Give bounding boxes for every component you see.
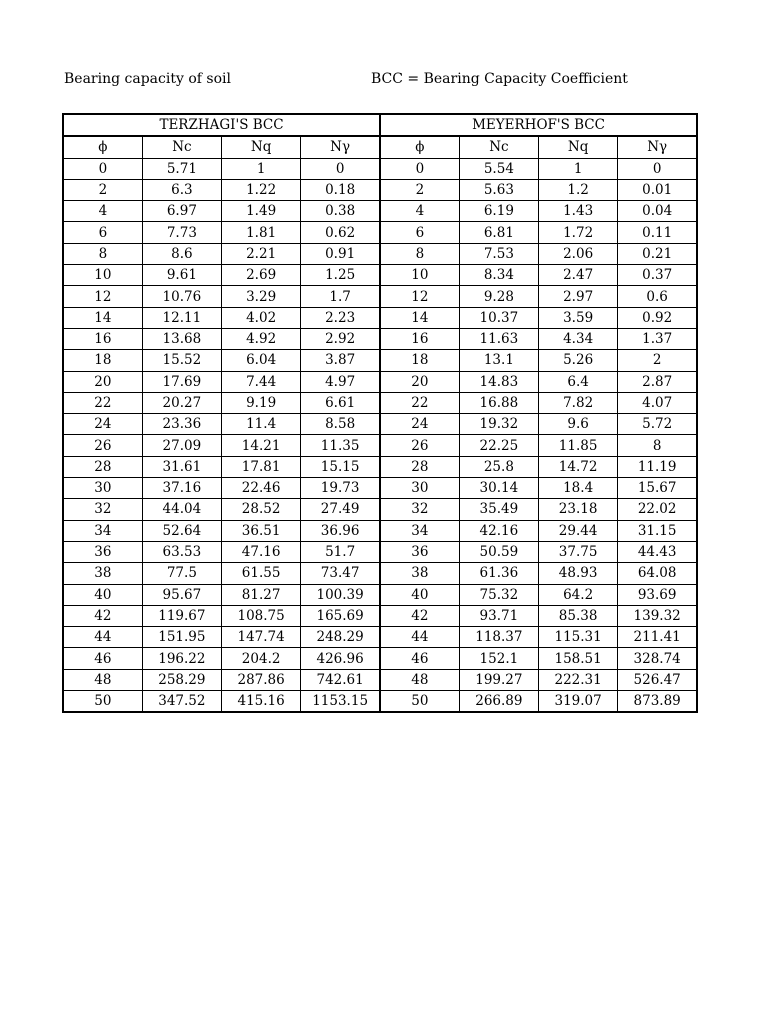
- table-cell: 27.09: [142, 435, 221, 456]
- table-cell: 24: [63, 414, 142, 435]
- table-row: [63, 499, 697, 520]
- table-cell: 35.49: [459, 499, 538, 520]
- table-cell: 12: [380, 286, 459, 307]
- table-cell: 9.19: [222, 392, 301, 413]
- table-cell: 46: [380, 648, 459, 669]
- table-cell: 6.81: [459, 222, 538, 243]
- table-cell: 5.54: [459, 158, 538, 179]
- table-cell: 3.59: [539, 307, 618, 328]
- table-cell: 2.92: [301, 328, 380, 349]
- table-row: [63, 243, 697, 264]
- table-cell: 15.15: [301, 456, 380, 477]
- table-row: [63, 605, 697, 626]
- table-cell: 16.88: [459, 392, 538, 413]
- table-cell: 23.18: [539, 499, 618, 520]
- table-cell: 0.92: [618, 307, 697, 328]
- table-cell: 2.69: [222, 265, 301, 286]
- table-cell: 1.2: [539, 179, 618, 200]
- table-cell: 9.6: [539, 414, 618, 435]
- table-cell: 17.81: [222, 456, 301, 477]
- column-header: Nγ: [301, 136, 380, 158]
- table-cell: 258.29: [142, 669, 221, 690]
- table-cell: 31.15: [618, 520, 697, 541]
- table-cell: 4.34: [539, 328, 618, 349]
- table-cell: 5.26: [539, 350, 618, 371]
- group-header-row: [63, 114, 697, 136]
- table-head: [63, 114, 697, 158]
- table-cell: 44: [63, 627, 142, 648]
- table-cell: 13.1: [459, 350, 538, 371]
- table-cell: 6.3: [142, 179, 221, 200]
- table-cell: 4.02: [222, 307, 301, 328]
- table-cell: 36.96: [301, 520, 380, 541]
- table-cell: 30: [63, 478, 142, 499]
- table-cell: 32: [63, 499, 142, 520]
- table-cell: 1.37: [618, 328, 697, 349]
- table-cell: 9.61: [142, 265, 221, 286]
- table-cell: 4: [63, 201, 142, 222]
- table-cell: 151.95: [142, 627, 221, 648]
- table-cell: 28: [380, 456, 459, 477]
- table-cell: 5.72: [618, 414, 697, 435]
- table-cell: 1: [222, 158, 301, 179]
- table-cell: 50.59: [459, 541, 538, 562]
- table-cell: 23.36: [142, 414, 221, 435]
- table-cell: 9.28: [459, 286, 538, 307]
- table-cell: 28: [63, 456, 142, 477]
- table-cell: 22.02: [618, 499, 697, 520]
- table-cell: 204.2: [222, 648, 301, 669]
- table-cell: 24: [380, 414, 459, 435]
- table-cell: 30.14: [459, 478, 538, 499]
- table-cell: 52.64: [142, 520, 221, 541]
- table-body: [63, 158, 697, 712]
- table-row: [63, 414, 697, 435]
- table-cell: 22: [380, 392, 459, 413]
- table-cell: 7.53: [459, 243, 538, 264]
- table-cell: 40: [380, 584, 459, 605]
- table-cell: 11.85: [539, 435, 618, 456]
- table-cell: 34: [63, 520, 142, 541]
- table-cell: 152.1: [459, 648, 538, 669]
- table-cell: 48: [380, 669, 459, 690]
- table-cell: 0: [380, 158, 459, 179]
- table-cell: 10: [380, 265, 459, 286]
- table-cell: 0.62: [301, 222, 380, 243]
- table-row: [63, 265, 697, 286]
- table-cell: 28.52: [222, 499, 301, 520]
- table-cell: 7.44: [222, 371, 301, 392]
- table-cell: 119.67: [142, 605, 221, 626]
- table-cell: 319.07: [539, 691, 618, 713]
- table-cell: 14: [63, 307, 142, 328]
- table-cell: 2.23: [301, 307, 380, 328]
- table-cell: 0.38: [301, 201, 380, 222]
- table-cell: 6.19: [459, 201, 538, 222]
- table-cell: 14.72: [539, 456, 618, 477]
- table-cell: 50: [63, 691, 142, 713]
- table-cell: 44.04: [142, 499, 221, 520]
- table-cell: 50: [380, 691, 459, 713]
- table-cell: 158.51: [539, 648, 618, 669]
- table-cell: 44: [380, 627, 459, 648]
- table-cell: 0.11: [618, 222, 697, 243]
- table-cell: 16: [380, 328, 459, 349]
- table-row: [63, 563, 697, 584]
- bearing-capacity-table: [62, 113, 698, 713]
- table-row: [63, 648, 697, 669]
- table-cell: 742.61: [301, 669, 380, 690]
- table-cell: 2: [380, 179, 459, 200]
- table-cell: 10.76: [142, 286, 221, 307]
- table-cell: 14.21: [222, 435, 301, 456]
- table-cell: 100.39: [301, 584, 380, 605]
- table-cell: 0: [63, 158, 142, 179]
- column-header: Nγ: [618, 136, 697, 158]
- table-cell: 77.5: [142, 563, 221, 584]
- table-cell: 165.69: [301, 605, 380, 626]
- table-cell: 1.7: [301, 286, 380, 307]
- table-cell: 0.18: [301, 179, 380, 200]
- table-cell: 36: [380, 541, 459, 562]
- table-cell: 2: [63, 179, 142, 200]
- column-header: Nc: [142, 136, 221, 158]
- table-cell: 8: [63, 243, 142, 264]
- table-cell: 12.11: [142, 307, 221, 328]
- table-cell: 48: [63, 669, 142, 690]
- table-cell: 61.55: [222, 563, 301, 584]
- table-cell: 11.19: [618, 456, 697, 477]
- table-cell: 6.04: [222, 350, 301, 371]
- table-cell: 73.47: [301, 563, 380, 584]
- table-row: [63, 456, 697, 477]
- table-cell: 37.16: [142, 478, 221, 499]
- table-cell: 29.44: [539, 520, 618, 541]
- table-row: [63, 520, 697, 541]
- table-cell: 1.49: [222, 201, 301, 222]
- group-header-meyerhof: MEYERHOF'S BCC: [380, 114, 697, 136]
- table-cell: 42: [380, 605, 459, 626]
- table-cell: 93.69: [618, 584, 697, 605]
- table-row: [63, 222, 697, 243]
- table-cell: 63.53: [142, 541, 221, 562]
- table-cell: 139.32: [618, 605, 697, 626]
- table-cell: 147.74: [222, 627, 301, 648]
- table-cell: 6.4: [539, 371, 618, 392]
- table-cell: 4: [380, 201, 459, 222]
- table-row: [63, 541, 697, 562]
- table-cell: 14.83: [459, 371, 538, 392]
- table-cell: 1.43: [539, 201, 618, 222]
- table-cell: 20: [63, 371, 142, 392]
- table-row: [63, 691, 697, 713]
- table-cell: 6: [380, 222, 459, 243]
- table-row: [63, 286, 697, 307]
- table-cell: 38: [63, 563, 142, 584]
- table-cell: 0.91: [301, 243, 380, 264]
- table-cell: 14: [380, 307, 459, 328]
- table-cell: 85.38: [539, 605, 618, 626]
- table-cell: 118.37: [459, 627, 538, 648]
- table-cell: 38: [380, 563, 459, 584]
- table-row: [63, 350, 697, 371]
- table-cell: 0.04: [618, 201, 697, 222]
- table-cell: 36: [63, 541, 142, 562]
- table-row: [63, 201, 697, 222]
- table-cell: 4.07: [618, 392, 697, 413]
- table-cell: 328.74: [618, 648, 697, 669]
- table-cell: 415.16: [222, 691, 301, 713]
- table-row: [63, 478, 697, 499]
- table-cell: 30: [380, 478, 459, 499]
- table-cell: 2: [618, 350, 697, 371]
- table-cell: 3.29: [222, 286, 301, 307]
- table-row: [63, 158, 697, 179]
- table-cell: 196.22: [142, 648, 221, 669]
- table-cell: 20.27: [142, 392, 221, 413]
- table-cell: 2.06: [539, 243, 618, 264]
- table-cell: 47.16: [222, 541, 301, 562]
- table-cell: 10: [63, 265, 142, 286]
- table-cell: 46: [63, 648, 142, 669]
- table-cell: 0.01: [618, 179, 697, 200]
- column-header: Nq: [539, 136, 618, 158]
- table-cell: 2.47: [539, 265, 618, 286]
- table-row: [63, 584, 697, 605]
- table-cell: 27.49: [301, 499, 380, 520]
- table-cell: 15.52: [142, 350, 221, 371]
- table-row: [63, 627, 697, 648]
- table-cell: 34: [380, 520, 459, 541]
- table-cell: 12: [63, 286, 142, 307]
- table-cell: 0.37: [618, 265, 697, 286]
- table-cell: 16: [63, 328, 142, 349]
- table-row: [63, 435, 697, 456]
- table-cell: 1153.15: [301, 691, 380, 713]
- table-cell: 8.6: [142, 243, 221, 264]
- table-cell: 11.63: [459, 328, 538, 349]
- table-cell: 19.32: [459, 414, 538, 435]
- table-cell: 18.4: [539, 478, 618, 499]
- table-cell: 26: [63, 435, 142, 456]
- table-cell: 211.41: [618, 627, 697, 648]
- table-cell: 22: [63, 392, 142, 413]
- table-cell: 1.72: [539, 222, 618, 243]
- table-cell: 26: [380, 435, 459, 456]
- legend-note: BCC = Bearing Capacity Coefficient: [371, 71, 628, 87]
- table-cell: 8: [380, 243, 459, 264]
- table-cell: 8.34: [459, 265, 538, 286]
- table-row: [63, 371, 697, 392]
- table-cell: 15.67: [618, 478, 697, 499]
- table-cell: 37.75: [539, 541, 618, 562]
- table-cell: 8: [618, 435, 697, 456]
- table-cell: 11.4: [222, 414, 301, 435]
- table-cell: 64.2: [539, 584, 618, 605]
- table-cell: 2.97: [539, 286, 618, 307]
- table-cell: 1: [539, 158, 618, 179]
- table-cell: 1.22: [222, 179, 301, 200]
- table-cell: 42: [63, 605, 142, 626]
- table-cell: 1.81: [222, 222, 301, 243]
- table-row: [63, 307, 697, 328]
- table-cell: 426.96: [301, 648, 380, 669]
- table-cell: 93.71: [459, 605, 538, 626]
- table-cell: 287.86: [222, 669, 301, 690]
- table-cell: 10.37: [459, 307, 538, 328]
- table-cell: 526.47: [618, 669, 697, 690]
- table-cell: 17.69: [142, 371, 221, 392]
- table-cell: 3.87: [301, 350, 380, 371]
- table-cell: 5.63: [459, 179, 538, 200]
- table-cell: 48.93: [539, 563, 618, 584]
- table-cell: 108.75: [222, 605, 301, 626]
- table-cell: 75.32: [459, 584, 538, 605]
- table-cell: 1.25: [301, 265, 380, 286]
- table-cell: 81.27: [222, 584, 301, 605]
- table-cell: 22.25: [459, 435, 538, 456]
- table-cell: 42.16: [459, 520, 538, 541]
- table-cell: 6: [63, 222, 142, 243]
- table-cell: 0.21: [618, 243, 697, 264]
- table-cell: 32: [380, 499, 459, 520]
- table-cell: 6.97: [142, 201, 221, 222]
- table-cell: 36.51: [222, 520, 301, 541]
- table-row: [63, 179, 697, 200]
- table-row: [63, 669, 697, 690]
- table-cell: 2.87: [618, 371, 697, 392]
- table-cell: 4.97: [301, 371, 380, 392]
- table-cell: 40: [63, 584, 142, 605]
- table-cell: 95.67: [142, 584, 221, 605]
- table-cell: 873.89: [618, 691, 697, 713]
- table-cell: 31.61: [142, 456, 221, 477]
- table-cell: 44.43: [618, 541, 697, 562]
- table-cell: 5.71: [142, 158, 221, 179]
- table-cell: 2.21: [222, 243, 301, 264]
- table-cell: 6.61: [301, 392, 380, 413]
- table-cell: 7.82: [539, 392, 618, 413]
- table-cell: 0.6: [618, 286, 697, 307]
- column-header: Nq: [222, 136, 301, 158]
- column-header: ϕ: [63, 136, 142, 158]
- table-cell: 61.36: [459, 563, 538, 584]
- table-cell: 51.7: [301, 541, 380, 562]
- table-cell: 115.31: [539, 627, 618, 648]
- table-cell: 22.46: [222, 478, 301, 499]
- table-cell: 11.35: [301, 435, 380, 456]
- column-header: Nc: [459, 136, 538, 158]
- table-cell: 4.92: [222, 328, 301, 349]
- table-cell: 266.89: [459, 691, 538, 713]
- table-row: [63, 328, 697, 349]
- page-title: Bearing capacity of soil: [64, 71, 231, 87]
- column-header-row: [63, 136, 697, 158]
- table-cell: 19.73: [301, 478, 380, 499]
- table-cell: 20: [380, 371, 459, 392]
- table-cell: 222.31: [539, 669, 618, 690]
- column-header: ϕ: [380, 136, 459, 158]
- table-cell: 347.52: [142, 691, 221, 713]
- group-header-terzaghi: TERZHAGI'S BCC: [63, 114, 380, 136]
- table-cell: 7.73: [142, 222, 221, 243]
- table-cell: 8.58: [301, 414, 380, 435]
- table-row: [63, 392, 697, 413]
- table-cell: 248.29: [301, 627, 380, 648]
- table-cell: 18: [380, 350, 459, 371]
- table-cell: 64.08: [618, 563, 697, 584]
- table-cell: 13.68: [142, 328, 221, 349]
- table-cell: 199.27: [459, 669, 538, 690]
- table-cell: 0: [618, 158, 697, 179]
- table-cell: 0: [301, 158, 380, 179]
- table-cell: 25.8: [459, 456, 538, 477]
- table-cell: 18: [63, 350, 142, 371]
